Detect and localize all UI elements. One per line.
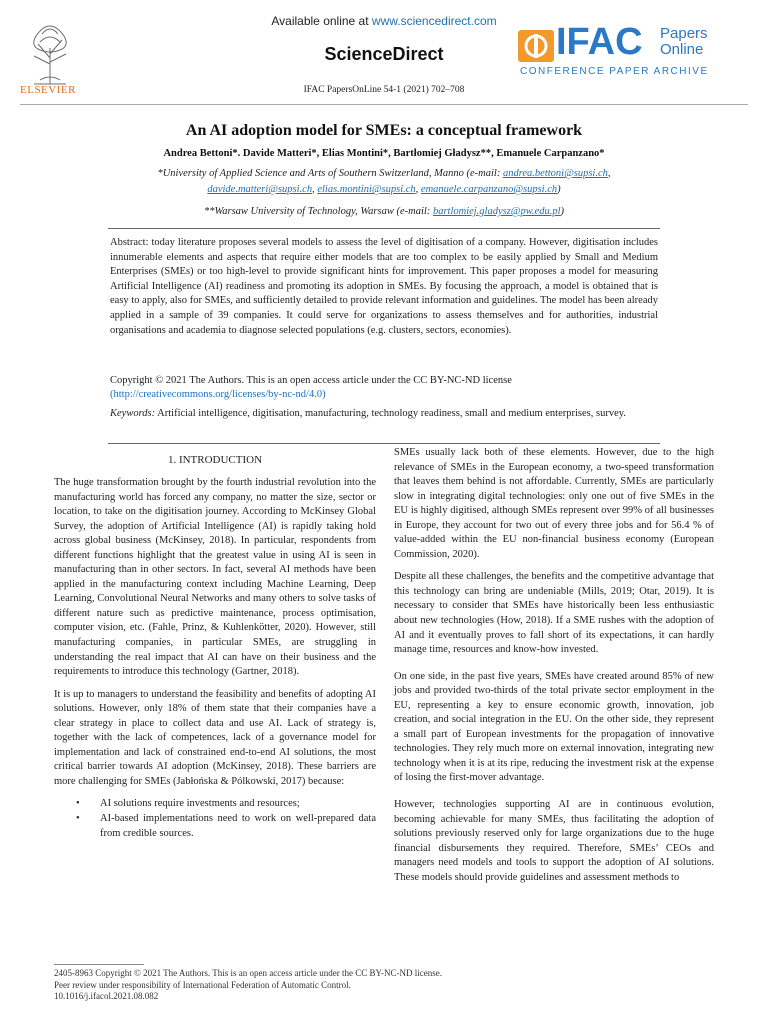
paragraph: It is up to managers to understand the feasibility and benefits of adopting AI solutions. However, only 18% of them state that their companies have a clear strategy in place to collect data and use AI. Lack of strategy is, together with the lack of competences, lack of a governance model for implementation and lack of constrained end-to-end AI solutions, the most critical barrier towards AI adoption (McKinsey, 2018). These barriers are more challenging for SMEs (Jabłońska & Pólkowski, 2017) because: bbox=[54, 688, 376, 787]
abstract-text: Abstract: today literature proposes several models to assess the level of digitisation of a company. However, digitisation includes innumerable elements and aspects that require either models that are too complex to be easily applied by Small and Medium Enterprises (SMEs) or too high-level to provide significant hints for improvement. This paper proposes a model for measuring Artificial Intelligence (AI) readiness and promoting its adoption in SMEs. By focusing the approach, a model is obtained that is easy to apply, also for SMEs, and sufficiently detailed to provide relevant information and guidelines. The model has been already applied in a sample of 39 companies. It could serve for organizations to assess themselves and for authorities, industrial organisations and academia to diagnose selected populations (e.g. clusters, sectors, economies). bbox=[110, 237, 658, 336]
ifac-online: Online bbox=[660, 41, 704, 58]
affiliation-2: **Warsaw University of Technology, Warsaw (e-mail: bartlomiej.gladysz@pw.edu.pl) bbox=[203, 206, 565, 217]
right-column bbox=[394, 446, 714, 893]
affiliation-1-emails: davide.matteri@supsi.ch, elias.montini@supsi.ch, emanuele.carpanzano@supsi.ch) bbox=[207, 184, 561, 195]
left-column bbox=[54, 476, 376, 841]
ifac-emblem-shape bbox=[518, 30, 554, 62]
ifac-conference-archive: CONFERENCE PAPER ARCHIVE bbox=[520, 66, 709, 77]
list-item-text: AI solutions require investments and resources; bbox=[100, 798, 300, 810]
ifac-logo-text: IFAC bbox=[556, 21, 643, 63]
ifac-papers: Papers bbox=[660, 25, 708, 42]
bullet-icon: • bbox=[76, 813, 80, 825]
keywords-text: Artificial intelligence, digitisation, manufacturing, technology readiness, small and medium enterprises, survey. bbox=[155, 408, 626, 419]
keywords-label: Keywords: bbox=[110, 408, 156, 419]
footer bbox=[54, 968, 442, 1003]
paragraph: Despite all these challenges, the benefits and the competitive advantage that this technology can bring are undeniable (Mills, 2019; Otar, 2019). It is necessary to consider that SMEs have historically been less enthusiastic about new technologies (How, 2018). If a SME rushes with the adoption of AI and it eventually proves to fall short of its expectations, it can hardly manage time, resources and know-how invested. bbox=[394, 571, 714, 656]
paragraph: SMEs usually lack both of these elements. However, due to the high relevance of SMEs in the European economy, a two-speed transformation that leaves them behind is not affordable. Currently, SMEs are particularly slow in integrating digital technologies: only one out of five SMEs in the EU is highly digitised, although SMEs represent over 99% of all businesses in Europe, they account for two out of every three jobs and for 56.4 % of value-added within the EU non-financial business economy (European Commission, 2020). bbox=[394, 447, 714, 560]
list-item bbox=[54, 797, 376, 812]
ifac-papers-online bbox=[660, 26, 708, 58]
affiliation-2-text: **Warsaw University of Technology, Warsaw (e-mail: bbox=[203, 206, 433, 217]
license-link[interactable]: (http://creativecommons.org/licenses/by-nc-nd/4.0) bbox=[110, 389, 326, 400]
header-divider bbox=[20, 104, 748, 105]
affiliation-1-text: *University of Applied Science and Arts of Southern Switzerland, Manno (e-mail: bbox=[157, 168, 503, 179]
affiliation-1: *University of Applied Science and Arts of Southern Switzerland, Manno (e-mail: andrea.bettoni@supsi.ch, bbox=[157, 168, 611, 179]
barrier-list bbox=[54, 797, 376, 841]
footer-peer-review: Peer review under responsibility of International Federation of Automatic Control. bbox=[54, 979, 351, 990]
journal-reference: IFAC PapersOnLine 54-1 (2021) 702–708 bbox=[303, 85, 465, 95]
list-item bbox=[54, 812, 376, 841]
email-link-carpanzano[interactable]: emanuele.carpanzano@supsi.ch bbox=[420, 184, 558, 195]
footer-divider bbox=[54, 964, 144, 965]
bullet-icon: • bbox=[76, 798, 80, 810]
email-link-bettoni[interactable]: andrea.bettoni@supsi.ch bbox=[502, 168, 608, 179]
email-link-matteri[interactable]: davide.matteri@supsi.ch bbox=[207, 184, 313, 195]
sciencedirect-title: ScienceDirect bbox=[324, 44, 444, 64]
paragraph: On one side, in the past five years, SMEs have created around 85% of new jobs and provided two-thirds of the total private sector employment in the EU, representing a key to ensure economic growth, innovation, job creation, and social integration in the EU. On the other side, they represent a small part of European investments for the propagation of innovative technologies. They rely much more on external innovation, integrating new technology when it is at its ripe, reducing the investment risk at the expense of losing the first-mover advantage. bbox=[394, 670, 714, 784]
keywords bbox=[110, 406, 658, 421]
email-link-montini[interactable]: elias.montini@supsi.ch bbox=[317, 184, 416, 195]
paragraph: The huge transformation brought by the fourth industrial revolution into the manufacturing world has forced any company, no matter the size, sector or location, to take on the digitisation journey. According to McKinsey Global Survey, the adoption of Artificial Intelligence (AI) is rapidly taking hold across global business (McKinsey, 2018). In particular, respondents from different functions highlight that the greatest value in using AI is seen in manufacturing than in other sectors. In fact, several AI methods have been applied in the manufacturing context including Machine Learning, Deep Learning, Convolutional Neural Networks and many others to solve tasks of different nature such as predictive maintenance, process optimisation, computer vision, etc. (Fahle, Prinz, & Kuhlenkötter, 2020). However, still manufacturing companies, in particular SMEs, are struggling in understanding the real impact that AI can have on their business and the requirements to introduce this technology (Gartner, 2018). bbox=[54, 477, 376, 678]
elsevier-wordmark: ELSEVIER bbox=[20, 84, 76, 96]
list-item-text: AI-based implementations need to work on well-prepared data from credible sources. bbox=[100, 813, 376, 839]
available-online bbox=[0, 14, 768, 28]
copyright-text: Copyright © 2021 The Authors. This is an open access article under the CC BY-NC-ND license bbox=[110, 375, 512, 386]
ifac-emblem-icon bbox=[518, 30, 554, 62]
footer-doi: 10.1016/j.ifacol.2021.08.082 bbox=[54, 991, 159, 1001]
email-link-gladysz[interactable]: bartlomiej.gladysz@pw.edu.pl bbox=[432, 206, 561, 217]
paragraph: However, technologies supporting AI are in continuous evolution, becoming achievable for many SMEs, thus facilitating the adoption of solutions previously reserved only for large organizations due to the huge financial disbursements they required. Therefore, SMEs’ CEOs and managers need models and tools to support the adoption of AI solutions. These models should provide guidelines and assessment methods to bbox=[394, 799, 714, 883]
available-prefix: Available online at bbox=[271, 14, 372, 28]
footer-copyright: 2405-8963 Copyright © 2021 The Authors. This is an open access article under the CC BY-NC-ND license. bbox=[54, 968, 442, 978]
copyright-notice bbox=[110, 374, 658, 402]
paper-title: An AI adoption model for SMEs: a conceptual framework bbox=[185, 122, 583, 139]
section-heading-introduction: 1. INTRODUCTION bbox=[167, 454, 263, 466]
author-list: Andrea Bettoni*. Davide Matteri*, Elias Montini*, Bartłomiej Gładysz**, Emanuele Carpanzano* bbox=[163, 148, 605, 159]
sciencedirect-link[interactable]: www.sciencedirect.com bbox=[371, 14, 497, 28]
